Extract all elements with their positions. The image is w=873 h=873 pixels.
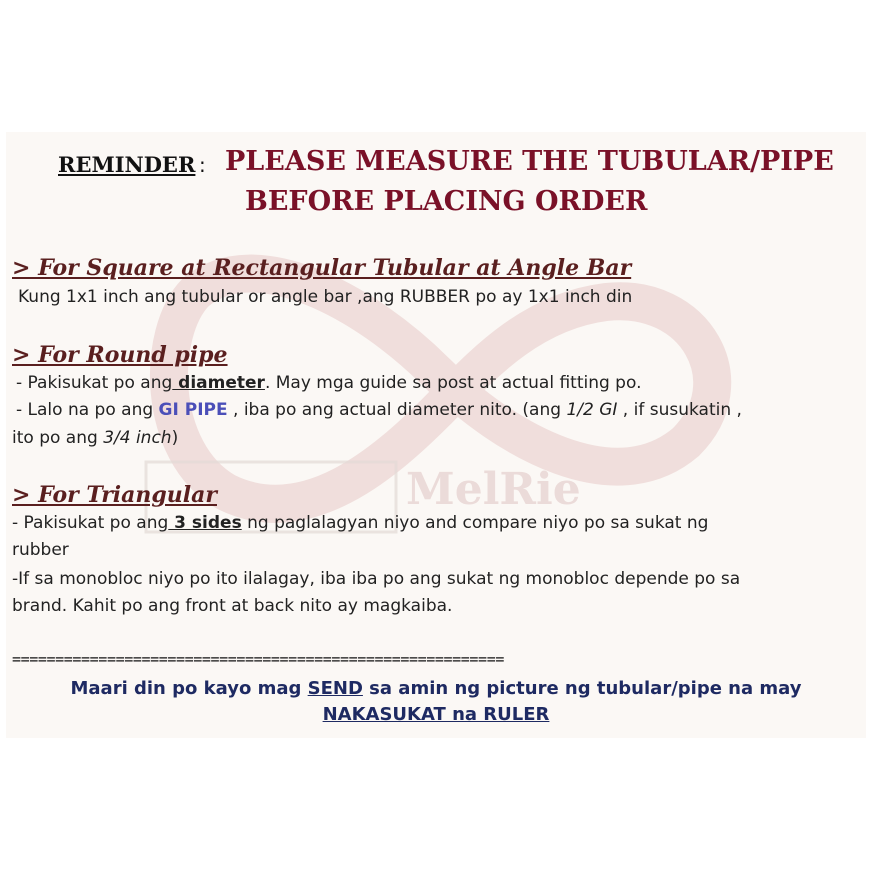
title-line-1: PLEASE MEASURE THE TUBULAR/PIPE <box>225 146 834 177</box>
title-line-2: BEFORE PLACING ORDER <box>245 186 648 217</box>
round-pipe-line-3: ito po ang 3/4 inch) <box>12 428 179 448</box>
triangular-line-4: brand. Kahit po ang front at back nito ay magkaiba. <box>12 596 453 616</box>
round-pipe-line-1: - Pakisukat po ang diameter. May mga guide sa post at actual fitting po. <box>16 373 642 393</box>
divider-line: ========================================================= <box>12 650 504 668</box>
triangular-line-3: -If sa monobloc niyo po ito ilalagay, iba iba po ang sukat ng monobloc depende po sa <box>12 569 741 589</box>
triangular-line-2: rubber <box>12 540 69 560</box>
heading-triangular: > For Triangular <box>12 482 217 508</box>
triangular-line-1: - Pakisukat po ang 3 sides ng paglalagyan niyo and compare niyo po sa sukat ng <box>12 513 709 533</box>
reminder-label: REMINDER <box>58 152 196 177</box>
round-pipe-line-2: - Lalo na po ang GI PIPE , iba po ang actual diameter nito. (ang 1/2 GI , if susukatin , <box>16 400 742 420</box>
heading-round-pipe: > For Round pipe <box>12 342 228 368</box>
heading-square-tubular: > For Square at Rectangular Tubular at Angle Bar <box>12 255 632 281</box>
footer-line-2: NAKASUKAT na RULER <box>322 704 550 725</box>
square-tubular-text: Kung 1x1 inch ang tubular or angle bar ,ang RUBBER po ay 1x1 inch din <box>18 287 633 307</box>
diameter-emphasis: diameter <box>172 373 265 393</box>
reminder-colon: : <box>199 153 206 177</box>
watermark-brand: MelRie <box>406 464 581 515</box>
footer-line-1: Maari din po kayo mag SEND sa amin ng picture ng tubular/pipe na may <box>70 678 802 699</box>
gi-pipe-emphasis: GI PIPE <box>158 400 228 420</box>
reminder-card <box>6 132 866 738</box>
send-emphasis: SEND <box>307 678 363 699</box>
three-sides-emphasis: 3 sides <box>168 513 242 533</box>
